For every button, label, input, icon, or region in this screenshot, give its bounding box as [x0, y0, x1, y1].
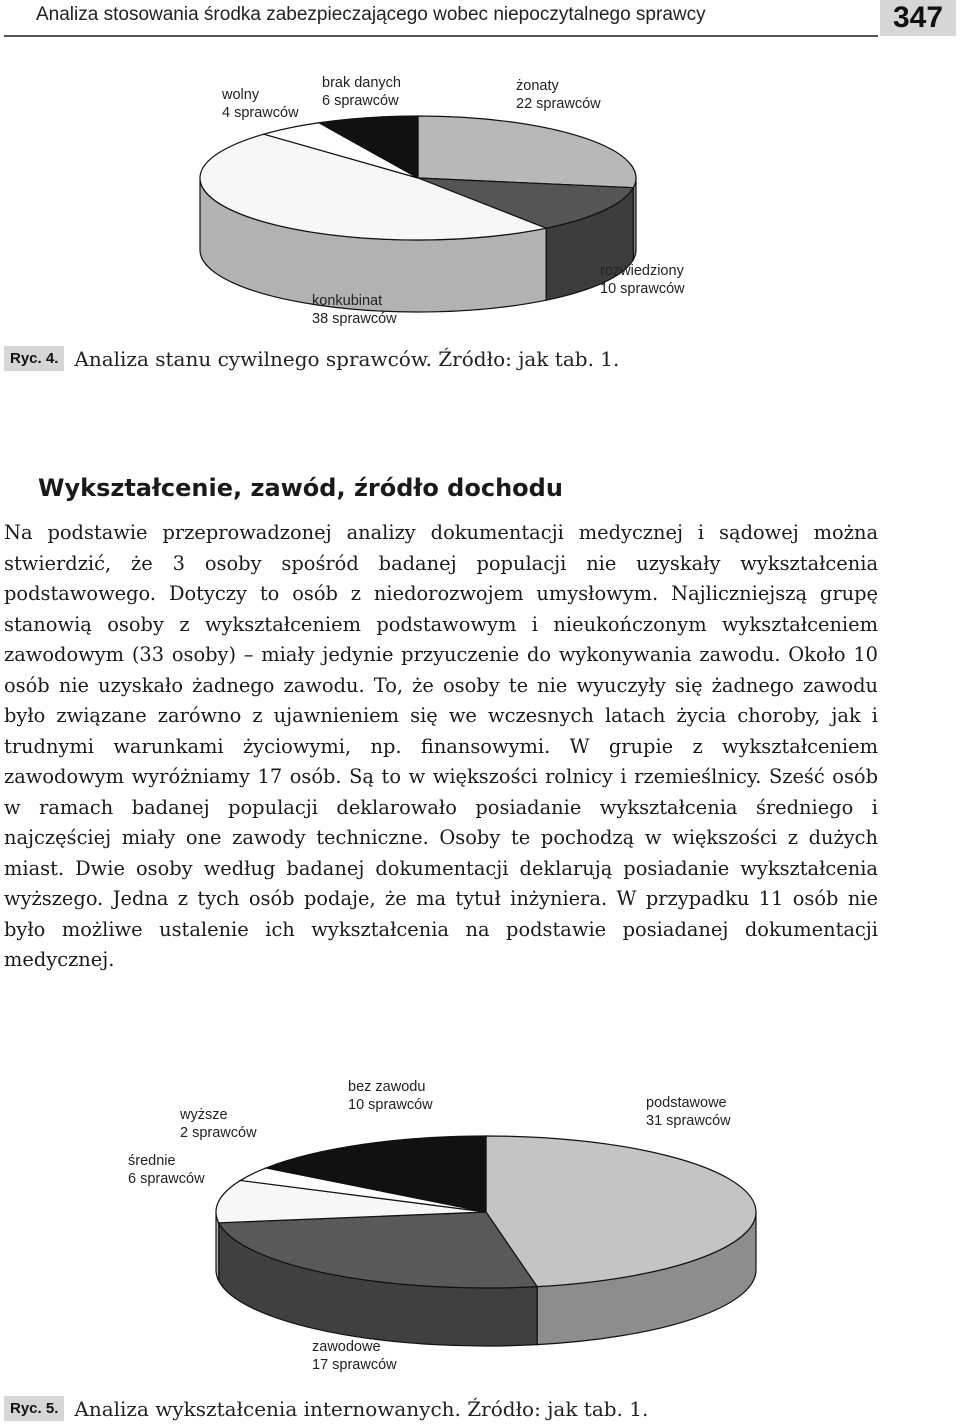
label-srednie	[128, 1152, 205, 1188]
label-count: 17 sprawców	[312, 1357, 397, 1373]
label-konkubinat	[312, 292, 397, 328]
label-name: zawodowe	[312, 1339, 381, 1355]
label-bez-zawodu	[348, 1078, 433, 1114]
figure-4-tag: Ryc. 4.	[4, 346, 64, 371]
pie-chart-education	[0, 1040, 960, 1380]
label-podstawowe	[646, 1094, 731, 1130]
label-count: 6 sprawców	[128, 1171, 205, 1187]
label-name: wolny	[222, 87, 260, 103]
label-name: bez zawodu	[348, 1079, 426, 1095]
pie-chart-marital-status	[0, 0, 960, 340]
label-brak-danych	[322, 74, 401, 110]
label-count: 10 sprawców	[348, 1097, 433, 1113]
label-count: 38 sprawców	[312, 311, 397, 327]
label-name: rozwiedziony	[600, 263, 684, 279]
paragraph: Na podstawie przeprowadzonej analizy dokumentacji medycznej i sądowej można stwierdzić, że 3 osoby spośród badanej populacji nie uzyskały wykształcenia podstawowego. Dotyczy to osób z niedorozwojem umysłowym. Najliczniejszą grupę stanowią osoby z wykształceniem podstawowym i nieukończonym wykształceniem zawodowym (33 osoby) – miały jedynie przyuczenie do wykonywania zawodu. Około 10 osób nie uzyskało żadnego zawodu. To, że osoby te nie wyuczyły się żadnego zawodu było związane zarówno z ujawnieniem się we wczesnych latach życia choroby, jak i trudnymi warunkami życiowymi, np. finansowymi. W grupie z wykształceniem zawodowym wyróżniamy 17 osób. Są to w większości rolnicy i rzemieślnicy. Sześć osób w ramach badanej populacji deklarowało posiadanie wykształcenia średniego i najczęściej miały one zawody techniczne. Osoby te pochodzą w większości z dużych miast. Dwie osoby według badanej dokumentacji deklarują posiadanie wykształcenia wyższego. Jedna z tych osób podaje, że ma tytuł inżyniera. W przypadku 11 osób nie było możliwe ustalenie ich wykształcenia na podstawie posiadanej dokumentacji medycznej.	[4, 521, 878, 971]
label-name: wyższe	[180, 1107, 228, 1123]
label-zawodowe	[312, 1338, 397, 1374]
label-count: 2 sprawców	[180, 1125, 257, 1141]
label-name: średnie	[128, 1153, 176, 1169]
marital-slice-0	[418, 116, 636, 188]
label-rozwiedziony	[600, 262, 685, 298]
label-name: brak danych	[322, 75, 401, 91]
label-name: konkubinat	[312, 293, 383, 309]
label-count: 22 sprawców	[516, 96, 601, 112]
label-count: 6 sprawców	[322, 93, 399, 109]
figure-5-tag: Ryc. 5.	[4, 1396, 64, 1421]
label-name: podstawowe	[646, 1095, 727, 1111]
figure-5-caption-text: Analiza wykształcenia internowanych. Źródło: jak tab. 1.	[74, 1396, 649, 1421]
figure-4-caption	[4, 346, 619, 371]
body-text	[4, 518, 878, 976]
section-title: Wykształcenie, zawód, źródło dochodu	[38, 474, 563, 502]
label-zonaty	[516, 77, 601, 113]
label-wyzsze	[180, 1106, 257, 1142]
figure-4-caption-text: Analiza stanu cywilnego sprawców. Źródło: jak tab. 1.	[74, 346, 620, 371]
page-number: 347	[880, 0, 956, 36]
label-name: żonaty	[516, 78, 559, 94]
figure-5-caption	[4, 1396, 648, 1421]
label-count: 31 sprawców	[646, 1113, 731, 1129]
running-title: Analiza stosowania środka zabezpieczającego wobec niepoczytalnego sprawcy	[36, 4, 706, 25]
label-count: 10 sprawców	[600, 281, 685, 297]
label-count: 4 sprawców	[222, 105, 299, 121]
label-wolny	[222, 86, 299, 122]
